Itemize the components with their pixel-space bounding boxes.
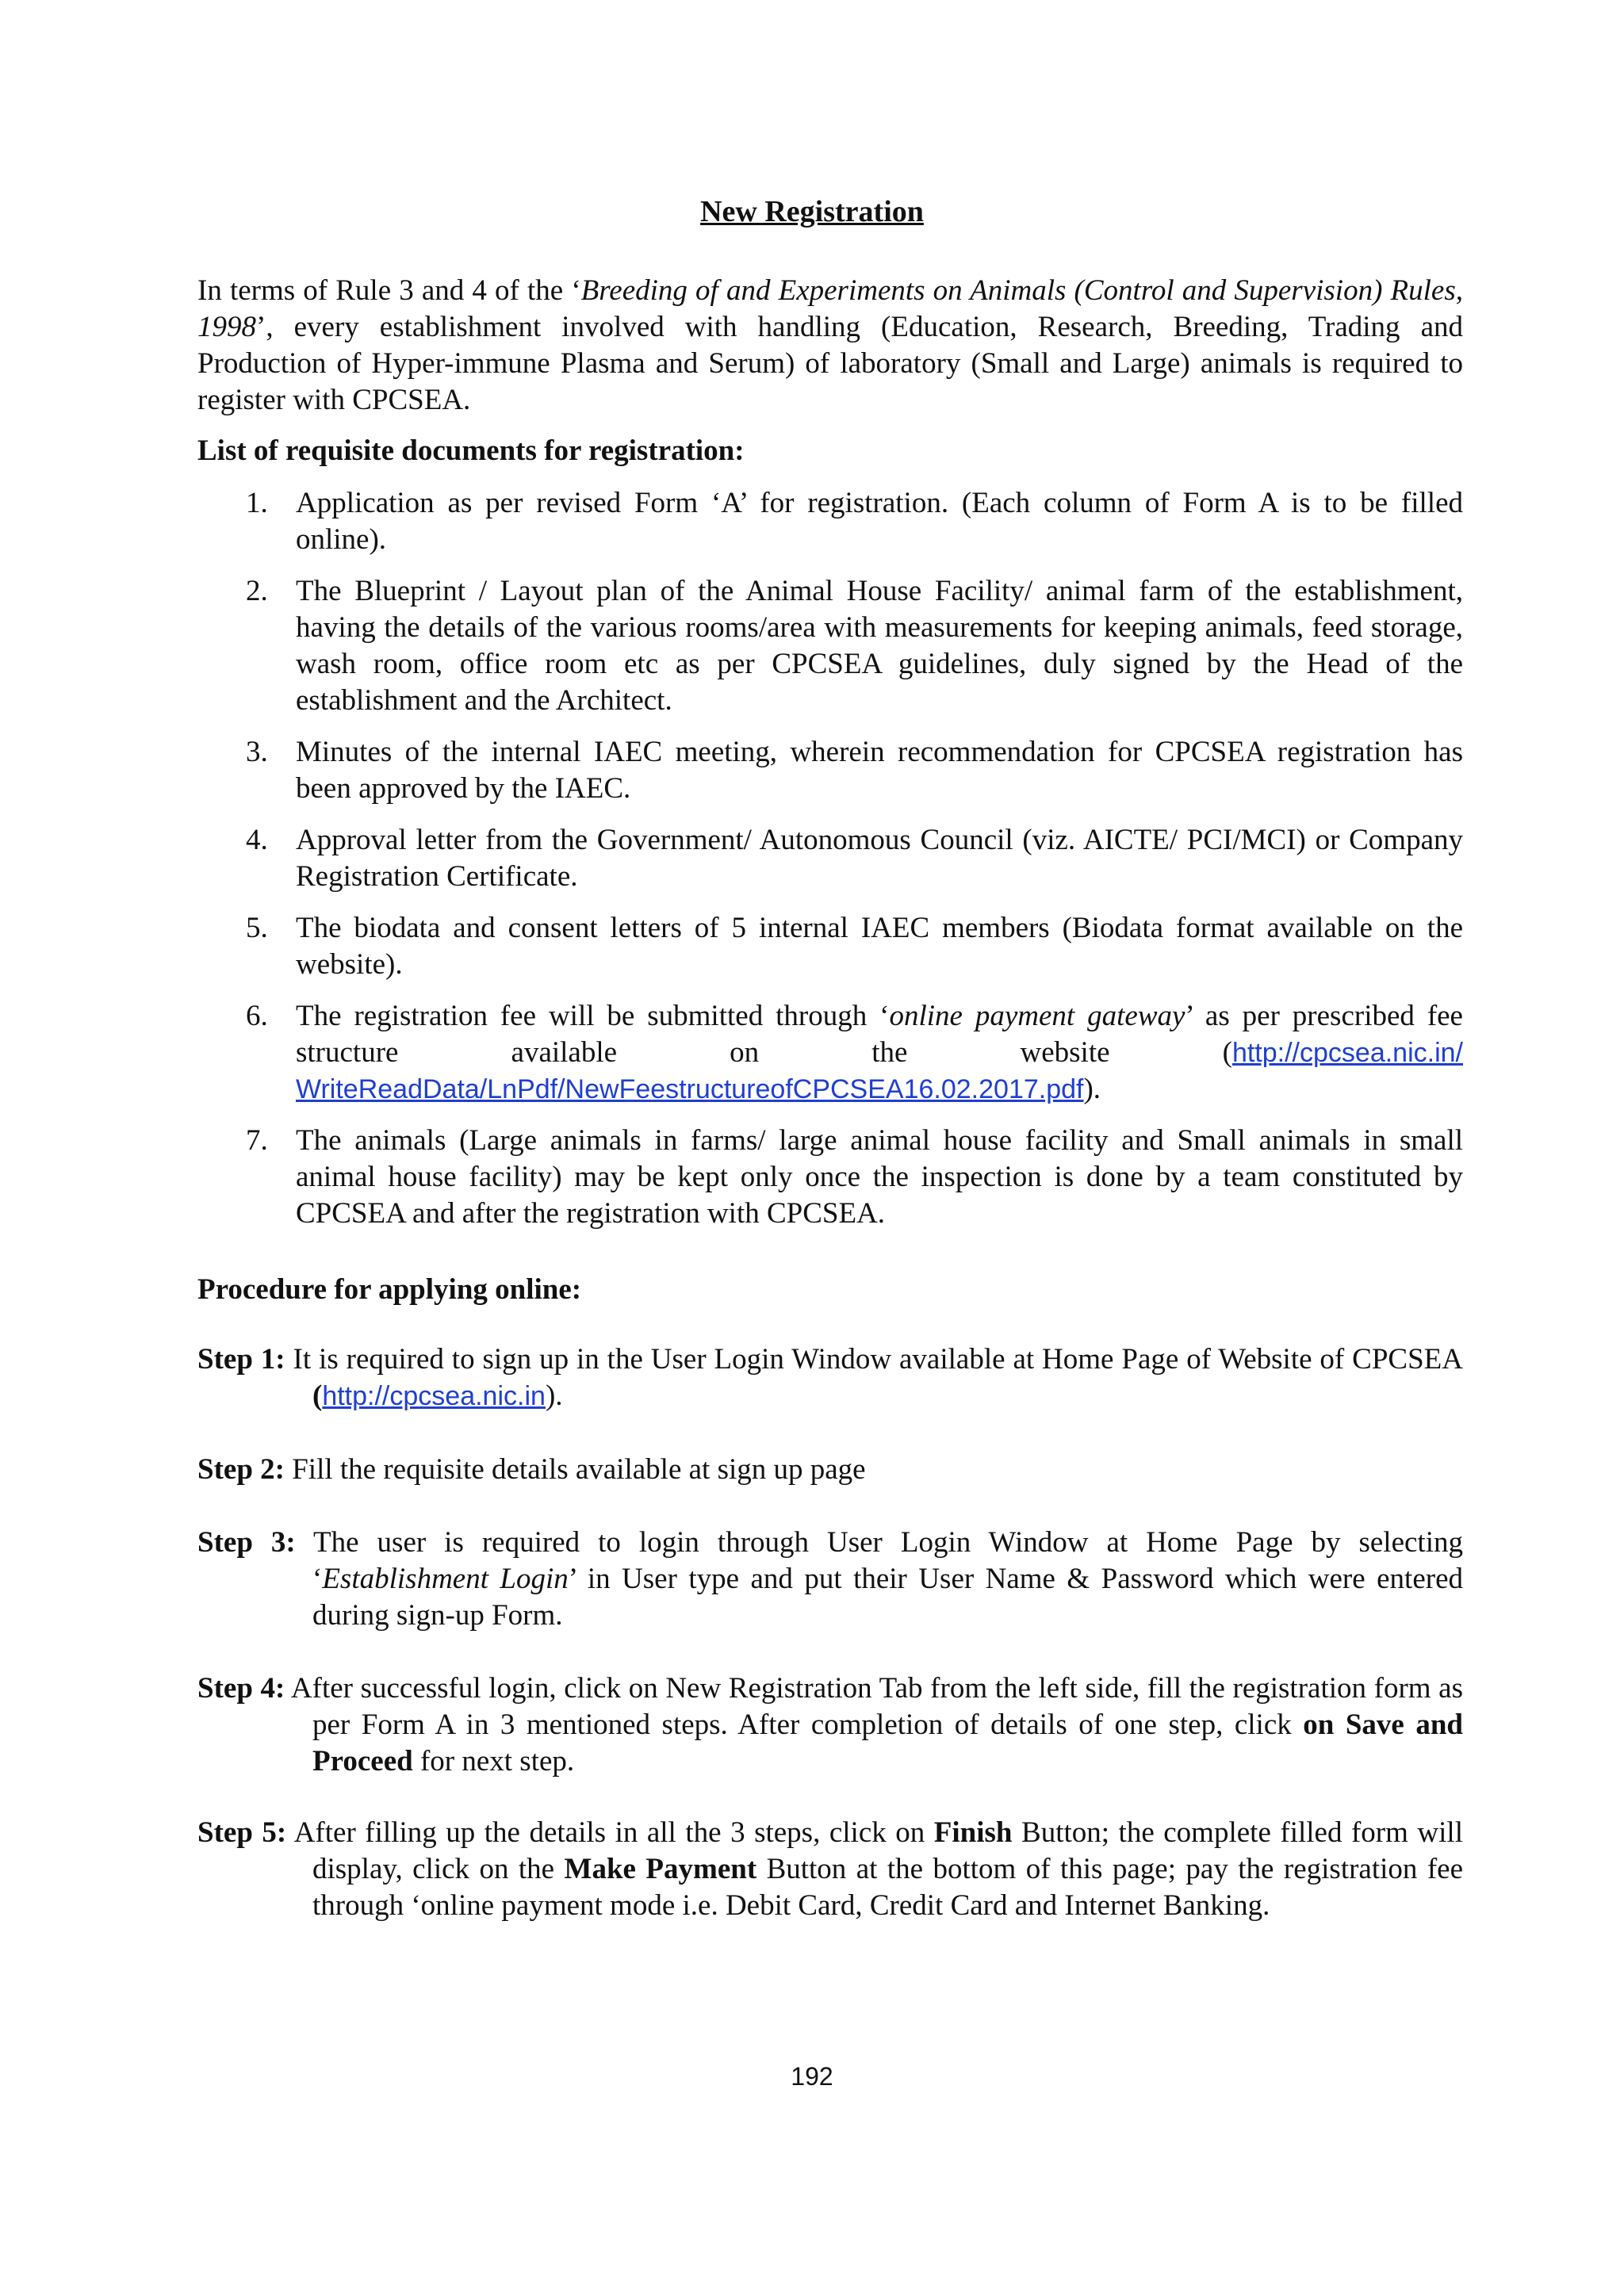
step-text: It is required to sign up in the User Login Window available at Home Page of Website of CPCSEA [285,1343,1463,1376]
step-text: After filling up the details in all the 3 steps, click on [286,1816,934,1849]
page-title: New Registration [700,195,924,228]
list-item-number: 4. [246,824,268,856]
list-item [197,734,1463,807]
payment-gateway-term: online payment gateway [889,1000,1185,1032]
list-item-text: Minutes of the internal IAEC meeting, wherein recommendation for CPCSEA registration has been approved by the IAEC. [296,736,1463,805]
list-item-number: 1. [246,487,268,519]
finish-term: Finish [933,1816,1013,1849]
page-number: 192 [791,2062,833,2091]
list-item [197,998,1463,1108]
save-and-proceed-term: on Save and Proceed [312,1709,1463,1777]
list-item [197,822,1463,895]
intro-paragraph [197,273,1463,419]
step-4 [197,1670,1463,1780]
list-item-number: 7. [246,1124,268,1157]
list-item-text: Approval letter from the Government/ Autonomous Council (viz. AICTE/ PCI/MCI) or Company Registration Certificate. [296,824,1463,893]
list-item-text: The animals (Large animals in farms/ large animal house facility and Small animals in small animal house facility) may be kept only once the inspection is done by a team constituted by CPCSEA and after the registration with CPCSEA. [296,1124,1463,1230]
list-item-number: 2. [246,575,268,607]
list-item [197,485,1463,558]
documents-heading: List of requisite documents for registration: [197,434,745,467]
step-1 [197,1341,1463,1414]
intro-text-2: ’, every establishment involved with handling (Education, Research, Breeding, Trading and Production of Hyper-immune Plasma and Serum) of laboratory (Small and Large) animals is required to register with CPCSEA. [197,311,1463,416]
step-text: for next step. [412,1745,575,1777]
step-label: Step 4: [197,1672,285,1705]
list-item-number: 5. [246,912,268,944]
step-label: Step 2: [197,1453,285,1486]
step-text: Button; the complete filled form will display, click on the [312,1816,1463,1885]
step-2 [197,1452,1463,1488]
step-text: The user is required to login through User Login Window at Home Page by selecting ‘ [295,1526,1463,1595]
list-item-text: The Blueprint / Layout plan of the Animal House Facility/ animal farm of the establishment, having the details of the various rooms/area with measurements for keeping animals, feed storage, wash room, office room etc as per CPCSEA guidelines, duly signed by the Head of the establishment and the Architect. [296,575,1463,717]
list-item-number: 3. [246,736,268,768]
list-item-text: Application as per revised Form ‘A’ for registration. (Each column of Form A is to be filled online). [296,487,1463,556]
step-text: ’ in User type and put their User Name & Password which were entered during sign-up Form. [312,1563,1463,1632]
procedure-heading: Procedure for applying online: [197,1273,582,1306]
step-text: ( [312,1380,323,1412]
rules-title: Breeding of and Experiments on Animals (Control and Supervision) Rules, 1998 [197,274,1463,343]
step-text: ). [545,1380,563,1412]
list-item-text: ). [1083,1073,1101,1105]
make-payment-term: Make Payment [564,1853,757,1885]
step-label: Step 3: [197,1526,296,1559]
list-item [197,910,1463,983]
documents-list [197,485,1463,1247]
step-label: Step 1: [197,1343,285,1376]
step-text: After successful login, click on New Registration Tab from the left side, fill the registration form as per Form A in 3 mentioned steps. After completion of details of one step, click [285,1672,1463,1741]
cpcsea-website-link[interactable]: http://cpcsea.nic.in [322,1381,546,1411]
step-5 [197,1815,1463,1924]
step-text: Button at the bottom of this page; pay the registration fee through ‘online payment mode i.e. Debit Card, Credit Card and Internet Banking. [312,1853,1463,1922]
step-label: Step 5: [197,1816,287,1849]
list-item [197,1123,1463,1232]
list-item-number: 6. [246,1000,268,1032]
step-3 [197,1525,1463,1634]
establishment-login-term: Establishment Login [322,1563,569,1595]
list-item-text: The biodata and consent letters of 5 internal IAEC members (Biodata format available on the website). [296,912,1463,981]
list-item [197,573,1463,719]
fee-structure-link[interactable]: http://cpcsea.nic.in/ WriteReadData/LnPdf/NewFeestructureofCPCSEA16.02.2017.pdf [296,1038,1463,1104]
intro-text-1: In terms of Rule 3 and 4 of the ‘ [197,274,581,307]
list-item-text: The registration fee will be submitted through ‘ [296,1000,890,1032]
step-text: Fill the requisite details available at sign up page [284,1453,866,1486]
list-item-text: ’ as per prescribed fee structure available on the website ( [296,1000,1463,1069]
